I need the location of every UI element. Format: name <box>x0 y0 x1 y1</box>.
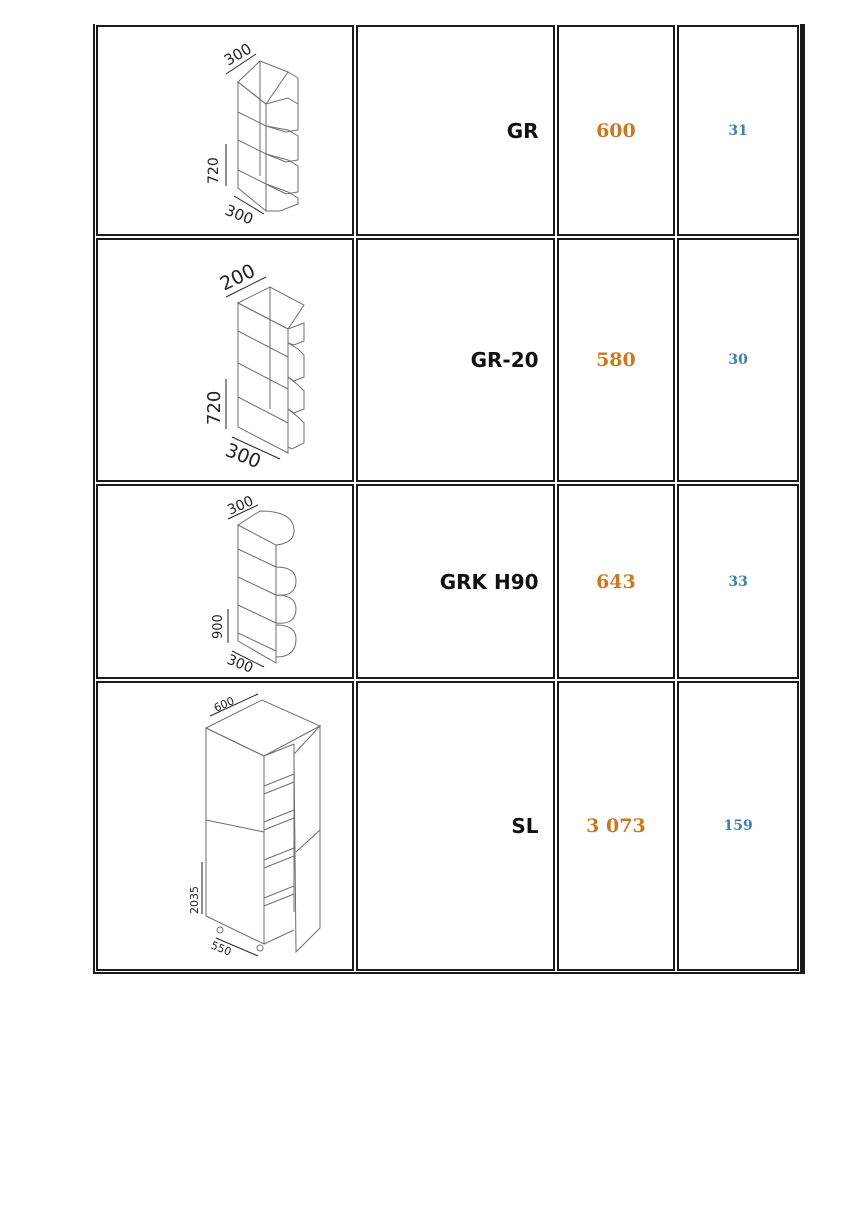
product-price-eur: 159 <box>677 681 799 971</box>
depth-dimension-label: 300 <box>222 439 264 474</box>
product-price-eur: 30 <box>677 238 799 482</box>
rounded-corner-shelf-drawing-icon <box>98 485 352 678</box>
width-dimension-label: 300 <box>221 39 255 70</box>
product-price: 643 <box>557 484 676 679</box>
product-table <box>93 24 805 974</box>
product-code: GR <box>356 25 555 236</box>
height-dimension-label: 2035 <box>188 886 201 914</box>
table-row <box>95 680 800 972</box>
image-cell <box>96 238 354 482</box>
product-price-eur: 33 <box>677 484 799 679</box>
table-row <box>95 483 800 680</box>
depth-dimension-label: 300 <box>222 201 256 229</box>
narrow-corner-shelf-drawing-icon <box>98 239 352 481</box>
product-code: GRK H90 <box>356 484 555 679</box>
depth-dimension-label: 550 <box>208 938 234 959</box>
width-dimension-label: 300 <box>225 493 257 519</box>
depth-dimension-label: 300 <box>224 651 256 677</box>
product-code: GR-20 <box>356 238 555 482</box>
image-cell <box>96 25 354 236</box>
width-dimension-label: 600 <box>211 694 237 715</box>
height-dimension-label: 720 <box>204 390 225 425</box>
height-dimension-label: 720 <box>206 157 222 184</box>
height-dimension-label: 900 <box>211 614 226 639</box>
table-row <box>95 24 800 237</box>
product-price: 3 073 <box>557 681 676 971</box>
product-price-eur: 31 <box>677 25 799 236</box>
image-cell <box>96 484 354 679</box>
image-cell <box>96 681 354 971</box>
product-price: 600 <box>557 25 676 236</box>
product-price: 580 <box>557 238 676 482</box>
product-code: SL <box>356 681 555 971</box>
width-dimension-label: 200 <box>216 259 259 296</box>
corner-open-shelf-drawing-icon <box>98 26 352 235</box>
tall-cabinet-drawing-icon <box>98 682 352 970</box>
table-row <box>95 237 800 483</box>
